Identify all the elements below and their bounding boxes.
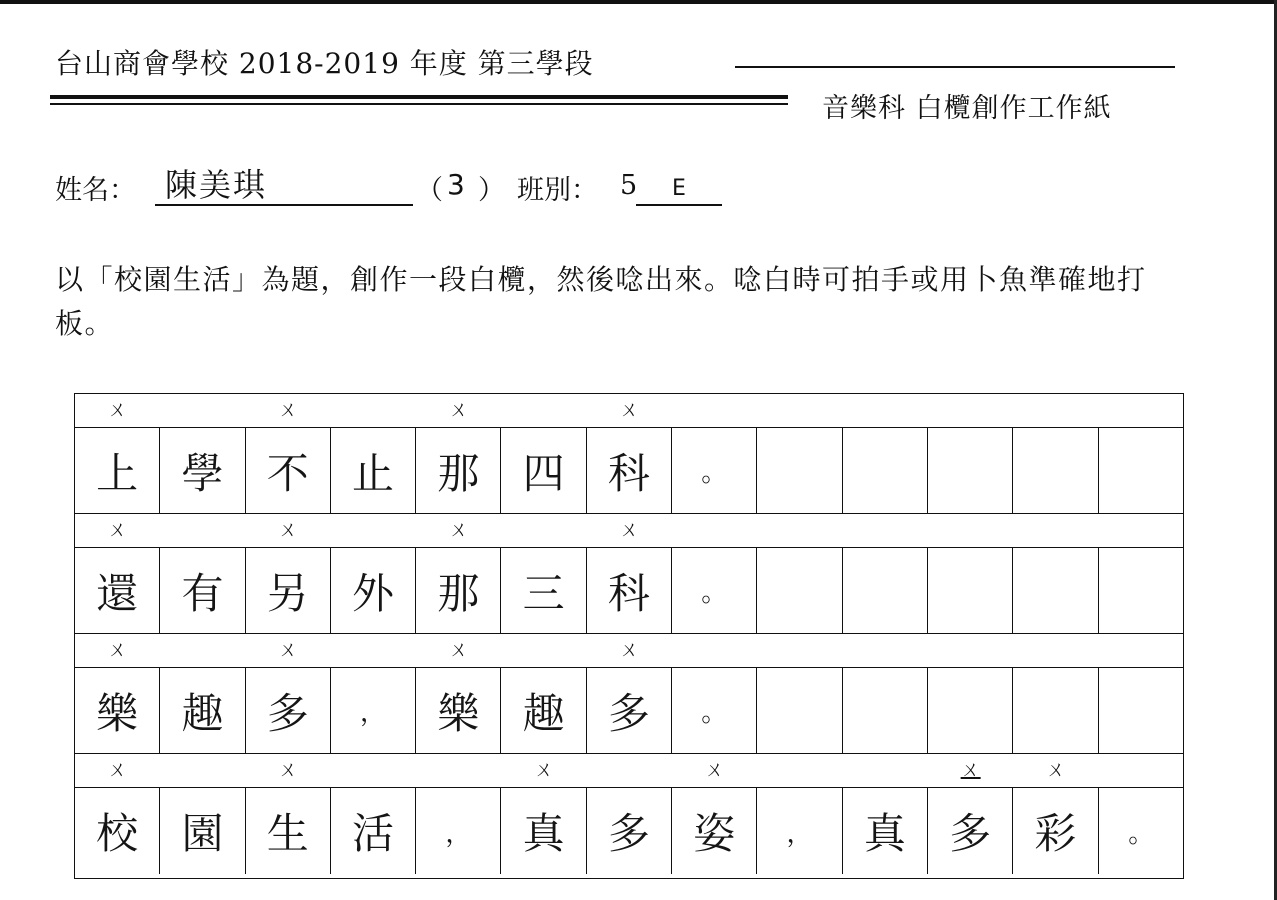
character-cell[interactable]: 彩 (1013, 788, 1098, 874)
character-cell[interactable]: 科 (587, 428, 672, 513)
beat-mark: ㄨ (107, 397, 128, 421)
beat-mark: ㄨ (1045, 757, 1066, 781)
character-cell[interactable]: 多 (587, 668, 672, 753)
empty-cell[interactable] (1013, 428, 1098, 513)
beat-mark: ㄨ (448, 517, 469, 541)
beat-mark-band (75, 394, 1183, 428)
character-cell[interactable]: 。 (672, 548, 757, 633)
empty-cell[interactable] (1099, 428, 1184, 513)
character-cell[interactable]: 四 (501, 428, 586, 513)
class-section-value[interactable]: E (672, 176, 686, 201)
character-cell[interactable]: 外 (331, 548, 416, 633)
character-cells (75, 788, 1183, 874)
character-cell[interactable]: 不 (246, 428, 331, 513)
beat-mark: ㄨ (107, 517, 128, 541)
double-rule-thin (50, 103, 788, 105)
empty-cell[interactable] (843, 428, 928, 513)
empty-cell[interactable] (1013, 668, 1098, 753)
character-cell[interactable]: ， (757, 788, 842, 874)
heading-rule (735, 66, 1175, 68)
character-cells (75, 668, 1183, 754)
class-field-line (636, 204, 722, 206)
beat-mark: ㄨ (534, 757, 555, 781)
beat-mark: ㄨ (619, 397, 640, 421)
number-paren-close: ） (478, 175, 505, 206)
character-cell[interactable]: 上 (75, 428, 160, 513)
empty-cell[interactable] (1099, 668, 1184, 753)
beat-mark: ㄨ (619, 517, 640, 541)
character-cell[interactable]: 趣 (160, 668, 245, 753)
character-cell[interactable]: 趣 (501, 668, 586, 753)
instructions-text: 以「校園生活」為題，創作一段白欖，然後唸出來。唸白時可拍手或用卜魚準確地打板。 (55, 263, 1147, 340)
character-cell[interactable]: 。 (672, 428, 757, 513)
beat-mark: ㄨ (448, 637, 469, 661)
school-term-heading: 台山商會學校 2018-2019 年度 第三學段 (55, 47, 594, 80)
character-cell[interactable]: ， (331, 668, 416, 753)
name-label: 姓名： (55, 175, 136, 206)
class-label: 班別： (517, 175, 598, 206)
character-cell[interactable]: 學 (160, 428, 245, 513)
character-cell[interactable]: ， (416, 788, 501, 874)
character-cells (75, 548, 1183, 634)
character-cell[interactable]: 多 (587, 788, 672, 874)
empty-cell[interactable] (928, 668, 1013, 753)
name-field-value[interactable]: 陳美琪 (165, 166, 268, 204)
grid-row (75, 754, 1183, 874)
character-cell[interactable]: 園 (160, 788, 245, 874)
character-cell[interactable]: 另 (246, 548, 331, 633)
character-cell[interactable]: 樂 (75, 668, 160, 753)
beat-mark: ㄨ (107, 637, 128, 661)
class-grade: 5 (620, 170, 638, 201)
beat-mark: ㄨ (960, 757, 981, 781)
character-cell[interactable]: 樂 (416, 668, 501, 753)
character-cell[interactable]: 。 (1128, 818, 1155, 849)
grid-row (75, 514, 1183, 634)
character-cell[interactable]: 多 (928, 788, 1013, 874)
character-cell[interactable]: 止 (331, 428, 416, 513)
beat-mark-band (75, 754, 1183, 788)
empty-cell[interactable] (757, 428, 842, 513)
empty-cell[interactable] (757, 548, 842, 633)
worksheet-title: 音樂科 白欖創作工作紙 (822, 93, 1112, 124)
beat-mark: ㄨ (619, 637, 640, 661)
character-cell[interactable]: 有 (160, 548, 245, 633)
double-rule-thick (50, 95, 788, 99)
character-cell[interactable]: 那 (416, 428, 501, 513)
character-cell[interactable]: 姿 (672, 788, 757, 874)
empty-cell[interactable] (843, 668, 928, 753)
character-cell[interactable]: 真 (843, 788, 928, 874)
character-cell[interactable]: 活 (331, 788, 416, 874)
beat-mark: ㄨ (278, 517, 299, 541)
character-cell[interactable]: 還 (75, 548, 160, 633)
character-cell[interactable]: 那 (416, 548, 501, 633)
empty-cell[interactable] (1099, 548, 1184, 633)
character-cells (75, 428, 1183, 514)
empty-cell[interactable] (928, 548, 1013, 633)
empty-cell[interactable] (843, 548, 928, 633)
grid-row (75, 634, 1183, 754)
beat-mark: ㄨ (278, 637, 299, 661)
character-cell[interactable]: 生 (246, 788, 331, 874)
empty-cell[interactable] (1013, 548, 1098, 633)
beat-mark: ㄨ (278, 397, 299, 421)
character-cell[interactable]: 科 (587, 548, 672, 633)
character-cell[interactable]: 校 (75, 788, 160, 874)
character-cell[interactable]: 真 (501, 788, 586, 874)
empty-cell[interactable] (757, 668, 842, 753)
beat-mark: ㄨ (278, 757, 299, 781)
character-cell[interactable]: 三 (501, 548, 586, 633)
beat-mark-band (75, 514, 1183, 548)
empty-cell[interactable] (928, 428, 1013, 513)
beat-mark: ㄨ (704, 757, 725, 781)
character-cell[interactable]: 。 (672, 668, 757, 753)
page-top-border (0, 0, 1277, 4)
grid-row (75, 394, 1183, 514)
class-number-value[interactable]: 3 (447, 168, 465, 201)
beat-mark: ㄨ (448, 397, 469, 421)
character-cell[interactable]: 多 (246, 668, 331, 753)
writing-grid (74, 393, 1184, 879)
number-paren-open: （ (416, 175, 443, 206)
beat-mark: ㄨ (107, 757, 128, 781)
beat-mark-band (75, 634, 1183, 668)
